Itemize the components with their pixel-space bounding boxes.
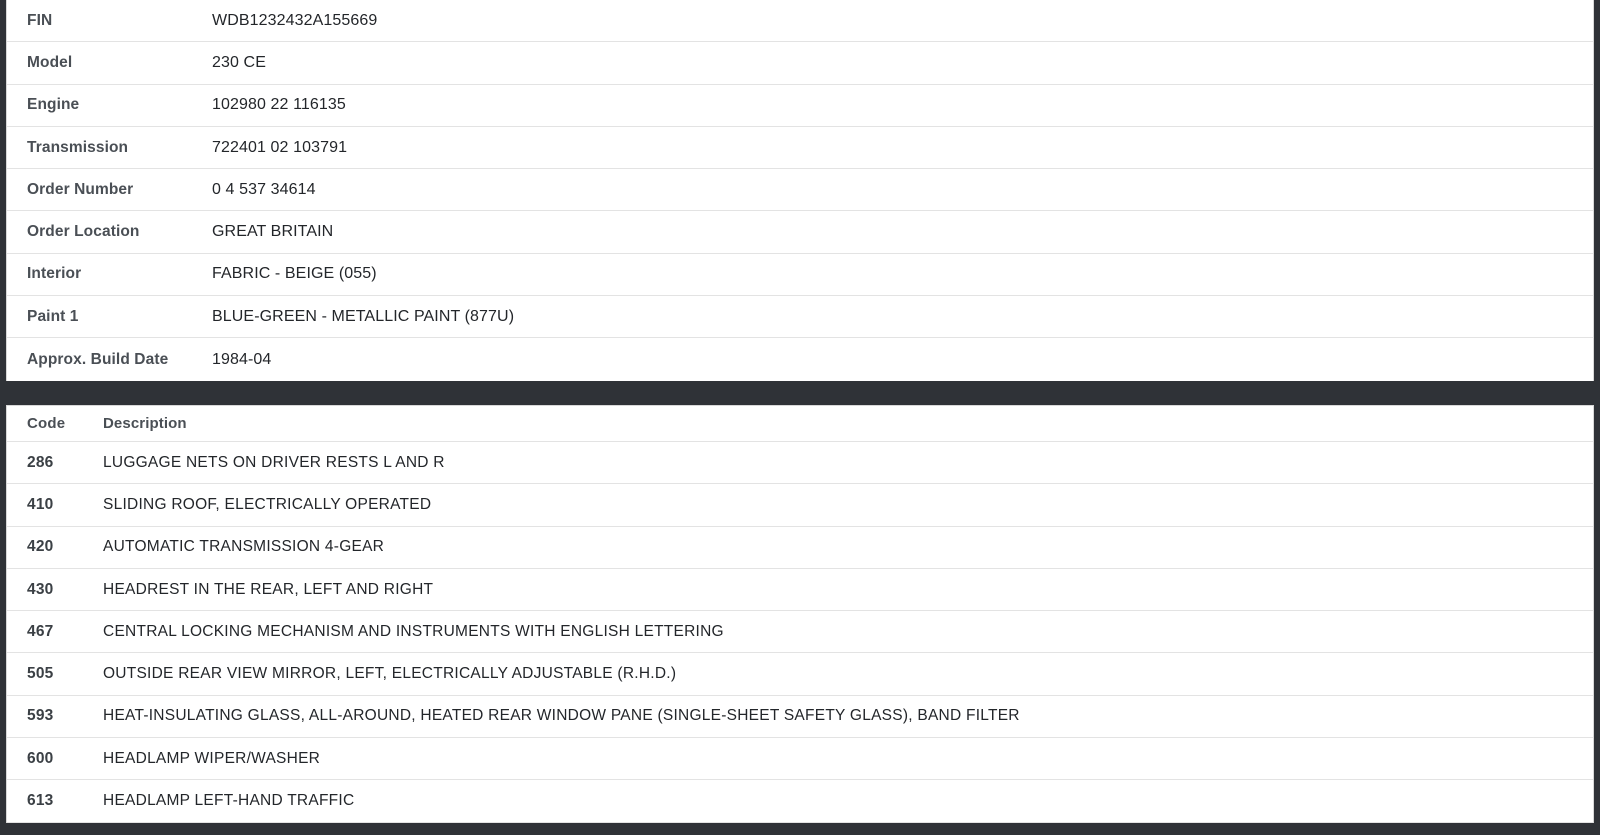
table-row — [7, 569, 1593, 611]
option-description: LUGGAGE NETS ON DRIVER RESTS L AND R — [103, 453, 445, 471]
table-row — [7, 0, 1593, 42]
options-table-card — [6, 405, 1594, 823]
column-header-code: Code — [27, 415, 66, 432]
row-value: 1984-04 — [212, 350, 272, 368]
table-row — [7, 296, 1593, 338]
option-description: CENTRAL LOCKING MECHANISM AND INSTRUMENTS WITH ENGLISH LETTERING — [103, 622, 724, 640]
table-row — [7, 211, 1593, 253]
table-row — [7, 780, 1593, 822]
table-header-row — [7, 406, 1593, 442]
row-label: Order Location — [27, 223, 140, 241]
table-row — [7, 611, 1593, 653]
row-label: FIN — [27, 11, 53, 29]
row-value: BLUE-GREEN - METALLIC PAINT (877U) — [212, 307, 515, 325]
table-row — [7, 85, 1593, 127]
table-row — [7, 254, 1593, 296]
section-divider — [0, 381, 1600, 405]
row-label: Order Number — [27, 180, 134, 198]
table-row — [7, 127, 1593, 169]
table-row — [7, 653, 1593, 695]
option-code: 467 — [27, 622, 54, 640]
row-label: Approx. Build Date — [27, 350, 169, 368]
option-code: 430 — [27, 580, 54, 598]
option-code: 505 — [27, 665, 54, 683]
option-description: OUTSIDE REAR VIEW MIRROR, LEFT, ELECTRICALLY ADJUSTABLE (R.H.D.) — [103, 665, 677, 683]
option-code: 600 — [27, 749, 54, 767]
row-label: Interior — [27, 265, 82, 283]
row-label: Model — [27, 53, 73, 71]
row-label: Paint 1 — [27, 307, 79, 325]
option-description: HEAT-INSULATING GLASS, ALL-AROUND, HEATED REAR WINDOW PANE (SINGLE-SHEET SAFETY GLASS), BAND FILTER — [103, 707, 1020, 725]
option-code: 613 — [27, 792, 54, 810]
option-description: HEADREST IN THE REAR, LEFT AND RIGHT — [103, 580, 434, 598]
vehicle-data-card — [6, 0, 1594, 381]
option-code: 420 — [27, 538, 54, 556]
row-label: Engine — [27, 96, 80, 114]
column-header-description: Description — [103, 415, 187, 432]
table-row — [7, 42, 1593, 84]
row-value: 230 CE — [212, 53, 266, 71]
table-row — [7, 696, 1593, 738]
option-code: 410 — [27, 495, 54, 513]
table-row — [7, 738, 1593, 780]
table-row — [7, 169, 1593, 211]
row-value: 722401 02 103791 — [212, 138, 348, 156]
table-row — [7, 484, 1593, 526]
table-row — [7, 527, 1593, 569]
option-description: SLIDING ROOF, ELECTRICALLY OPERATED — [103, 495, 432, 513]
row-value: FABRIC - BEIGE (055) — [212, 265, 377, 283]
option-description: HEADLAMP LEFT-HAND TRAFFIC — [103, 792, 355, 810]
option-code: 593 — [27, 707, 54, 725]
option-description: AUTOMATIC TRANSMISSION 4-GEAR — [103, 538, 385, 556]
row-value: 102980 22 116135 — [212, 96, 346, 114]
row-value: WDB1232432A155669 — [212, 11, 378, 29]
option-description: HEADLAMP WIPER/WASHER — [103, 749, 321, 767]
row-value: 0 4 537 34614 — [212, 180, 316, 198]
table-row — [7, 442, 1593, 484]
row-value: GREAT BRITAIN — [212, 223, 334, 241]
table-row — [7, 338, 1593, 380]
option-code: 286 — [27, 453, 54, 471]
row-label: Transmission — [27, 138, 129, 156]
